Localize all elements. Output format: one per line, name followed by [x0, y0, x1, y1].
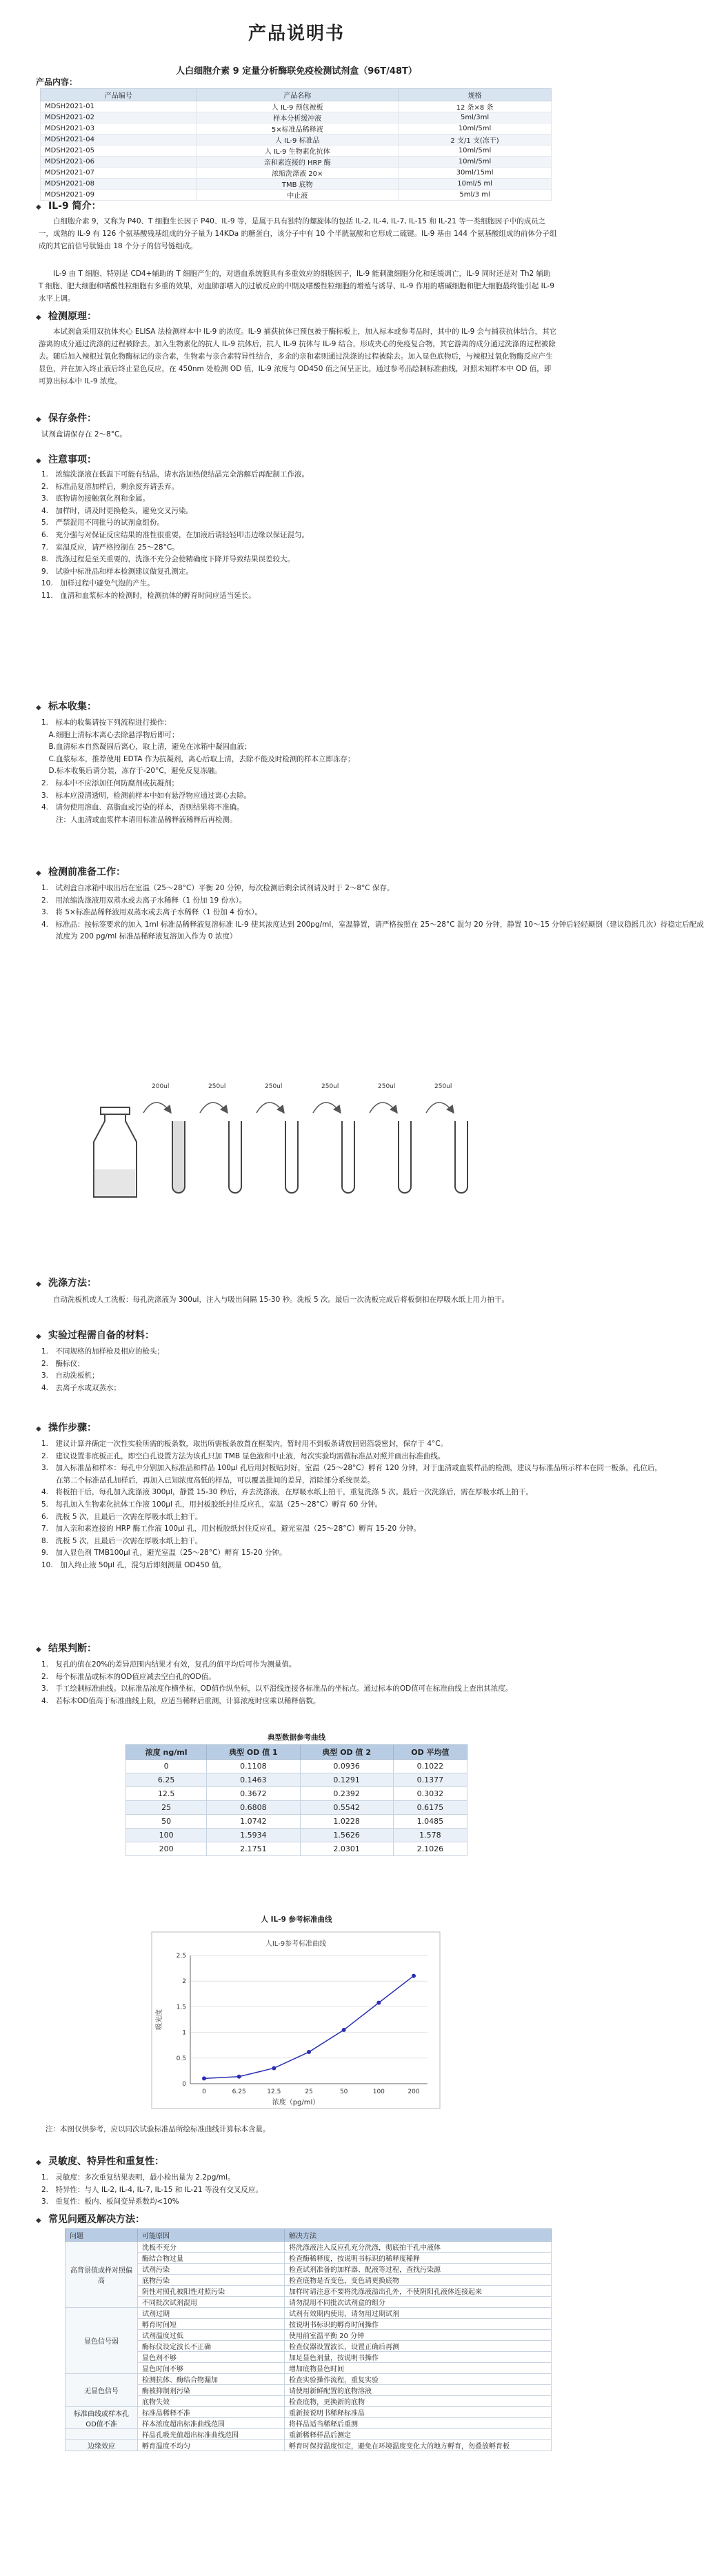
table-row	[66, 2374, 552, 2385]
table-row	[41, 168, 552, 179]
cause-cell: 底物失效	[138, 2396, 285, 2407]
x-tick-label: 200	[408, 2089, 420, 2095]
list-item: 1. 试剂盒自冰箱中取出后在室温（25～28°C）平衡 20 分钟，每次检测后剩余试剂请及时于 2～8°C 保存。	[41, 884, 394, 892]
table-row	[66, 2396, 552, 2407]
product-code-cell: MDSH2021-09	[41, 190, 197, 201]
section-intro-title: ◆ IL-9 简介：	[36, 201, 101, 212]
x-axis-label: 浓度（pg/ml）	[272, 2099, 320, 2106]
trouble-header-row	[66, 2229, 552, 2242]
product-code-cell: MDSH2021-05	[41, 145, 197, 157]
std-cell: 100	[126, 1829, 207, 1842]
list-item: 2. 建议设置非底板正孔，即空白孔设置方法为该孔只加 TMB 显色液和中止液，每次实验均需做标准品对照并画出标准曲线。	[41, 1451, 445, 1460]
section-materials-title: ◆ 实验过程需自备的材料：	[36, 1330, 154, 1341]
table-row	[66, 2363, 552, 2374]
transfer-arrow-icon	[143, 1103, 171, 1113]
std-cell: 0.2392	[300, 1787, 393, 1801]
std-cell: 0.1108	[207, 1760, 300, 1773]
std-cell: 0.1377	[393, 1773, 467, 1787]
standard-curve-chart	[150, 1931, 441, 2110]
std-cell: 0.6808	[207, 1801, 300, 1815]
list-item: 3. 底物请勿接触氧化剂和金属。	[41, 494, 150, 503]
cause-cell: 不同批次试剂混用	[138, 2297, 285, 2308]
section-principle-title: ◆ 检测原理：	[36, 311, 97, 322]
std-cell: 1.0228	[300, 1815, 393, 1829]
intro-paragraph-1: 白细胞介素 9，又称为 P40、T 细胞生长因子 P40、IL-9 等，是属于具有独特的螺旋体的包括 IL-2, IL-4, IL-7, IL-15 和 IL-21 等一类细胞因子中的成员之一，成熟的 IL-9 有 126 个氨基酸残基组成的分子量为 14KDa 的糖蛋白，该分子中有 10 个半胱氨酸和它形成二硫键。IL-9 基由 144 个氨基酸组成的前体分子组成的其它前信号肽链由 18 个分子的信号链组成。	[39, 217, 557, 250]
solution-cell: 按说明书标识的孵育时间操作	[285, 2319, 552, 2330]
y-tick-label: 1	[182, 2029, 186, 2037]
table-row	[126, 1815, 467, 1829]
x-tick-label: 100	[372, 2089, 385, 2095]
test-tube-icon	[342, 1121, 354, 1193]
troubleshooting-table	[65, 2228, 552, 2451]
table-row	[41, 157, 552, 168]
std-cell: 1.5934	[207, 1829, 300, 1842]
transfer-arrow-icon	[426, 1103, 454, 1113]
chart-subtitle: 人IL-9参考标准曲线	[265, 1940, 327, 1948]
cause-cell: 阴性对照孔被阳性对照污染	[138, 2286, 285, 2297]
std-cell: 6.25	[126, 1773, 207, 1787]
table-header: 问题	[66, 2229, 138, 2242]
test-tube-icon	[399, 1121, 411, 1193]
cause-cell: 孵育时间短	[138, 2319, 285, 2330]
section-trouble-title: ◆ 常见问题及解决方法：	[36, 2214, 145, 2225]
std-cell: 2.1751	[207, 1842, 300, 1856]
materials-list	[41, 1346, 552, 1394]
section-perf-title: ◆ 灵敏度、特异性和重复性：	[36, 2156, 164, 2167]
sample-list	[41, 717, 552, 826]
list-item: 9. 加入显色剂 TMB100μl 孔，避光室温（25～28°C）孵育 15-20 分钟。	[41, 1549, 287, 1558]
y-tick-label: 0	[182, 2081, 186, 2088]
table-row	[66, 2253, 552, 2264]
table-row	[41, 123, 552, 134]
list-item: 3. 自动洗板机；	[41, 1371, 99, 1380]
list-item: 3. 重复性：板内、板间变异系数均<10%	[41, 2197, 179, 2206]
table-row	[126, 1787, 467, 1801]
table-row	[66, 2429, 552, 2440]
table-row	[41, 101, 552, 112]
product-code-cell: MDSH2021-08	[41, 179, 197, 190]
solution-cell: 请勿混用不同批次试剂盒的组分	[285, 2297, 552, 2308]
product-code-cell: MDSH2021-04	[41, 134, 197, 145]
std-cell: 1.5626	[300, 1829, 393, 1842]
std-table-caption: 典型数据参考曲线	[268, 1733, 325, 1742]
cause-cell: 酶被抑制剂污染	[138, 2385, 285, 2396]
table-row	[66, 2275, 552, 2286]
table-row	[66, 2264, 552, 2275]
transfer-volume-label: 250ul	[208, 1083, 226, 1090]
test-tube-icon	[172, 1121, 185, 1193]
data-point	[342, 2028, 346, 2032]
std-header-row	[126, 1745, 467, 1760]
intro-paragraph-2: IL-9 由 T 细胞、特别是 CD4+辅助的 T 细胞产生的，对造血系统胞具有多重效应的细胞因子，IL-9 能刺激细胞分化和延缓凋亡，IL-9 同时还是对 Th2 辅助 T 细胞、肥大细胞和嗜酸性粒细胞有多重的效果，对血肺部嗜入的过敏反应的中期及嗜酸性粒细胞的增殖与诱导、IL-9 作用的嗜碱细胞和肥大细胞最终能引起 IL-9 水平上调。	[39, 270, 554, 303]
list-item: 3. 手工绘制标准曲线。以标准品浓度作横坐标，OD值作纵坐标，以平滑线连接各标准品的坐标点。通过标本的OD值可在标准曲线上查出其浓度。	[41, 1684, 513, 1693]
std-cell: 0	[126, 1760, 207, 1773]
list-item: 2. 标准品复溶加样后，剩余废弃请丢弃。	[41, 482, 179, 491]
list-item: 1. 复孔的值在20%的差异范围内结果才有效，复孔的值平均后可作为测量值。	[41, 1660, 296, 1669]
dilution-flow-diagram	[91, 1073, 505, 1204]
table-row	[126, 1801, 467, 1815]
data-point	[376, 2001, 381, 2005]
product-spec-cell: 5ml/3ml	[399, 112, 552, 123]
cause-cell: 检测抗体、酶结合物漏加	[138, 2374, 285, 2385]
transfer-arrow-icon	[257, 1103, 284, 1113]
table-header: 解决方法	[285, 2229, 552, 2242]
table-row	[66, 2242, 552, 2253]
table-row	[66, 2440, 552, 2451]
std-cell: 0.1463	[207, 1773, 300, 1787]
std-cell: 1.578	[393, 1829, 467, 1842]
list-item: 1. 标本的收集请按下列流程进行操作：	[41, 718, 172, 727]
product-name-cell: 亲和素连接的 HRP 酶	[197, 157, 399, 168]
table-header: OD 平均值	[393, 1745, 467, 1760]
perf-list	[41, 2172, 552, 2208]
solution-cell: 检查酶稀释度，按说明书标识的稀释度稀释	[285, 2253, 552, 2264]
data-point	[272, 2066, 276, 2070]
solution-cell: 检查试剂准备的加样器、配液等过程，查找污染源	[285, 2264, 552, 2275]
product-code-cell: MDSH2021-03	[41, 123, 197, 134]
table-header: 产品编号	[41, 89, 197, 101]
section-notes-title: ◆ 注意事项：	[36, 454, 97, 465]
section-wash-title: ◆ 洗涤方法：	[36, 1278, 97, 1289]
table-row	[66, 2319, 552, 2330]
transfer-volume-label: 250ul	[378, 1083, 396, 1090]
chart-note: 注：本图仅供参考，应以同次试验标准品所绘标准曲线计算标本含量。	[46, 2125, 270, 2133]
table-row	[66, 2308, 552, 2319]
standard-data-table	[125, 1744, 467, 1856]
list-item: 3. 加入标准品和样本：每孔中分别加入标准品和样品 100μl 孔后用封板贴封好，室温（25～28°C）孵育 120 分钟，对于血清或血浆样品的检测，建议与标准品所示样本在同一板条，孔位后，	[41, 1464, 662, 1473]
test-tube-icon	[229, 1121, 241, 1193]
section-steps-title: ◆ 操作步骤：	[36, 1422, 97, 1433]
product-name-cell: 中止液	[197, 190, 399, 201]
results-list	[41, 1659, 552, 1707]
list-item: 4. 加样时，请及时更换枪头，避免交叉污染。	[41, 506, 194, 515]
list-item: 4. 请勿使用溶血、高脂血或污染的样本，否则结果将不准确。	[41, 803, 244, 812]
table-row	[66, 2418, 552, 2429]
std-cell: 0.3032	[393, 1787, 467, 1801]
product-name-cell: 人 IL-9 预包被板	[197, 101, 399, 112]
solution-cell: 检查底物，更换新的底物	[285, 2396, 552, 2407]
cause-cell: 试剂温度过低	[138, 2330, 285, 2341]
cause-cell: 酶结合物过量	[138, 2253, 285, 2264]
product-spec-cell: 10ml/5ml	[399, 123, 552, 134]
cause-cell: 孵育温度不均匀	[138, 2440, 285, 2451]
list-item: 5. 严禁混用不同批号的试剂盒组份。	[41, 519, 165, 527]
product-spec-cell: 5ml/3 ml	[399, 190, 552, 201]
std-cell: 12.5	[126, 1787, 207, 1801]
table-row	[41, 112, 552, 123]
list-item: 5. 每孔加入生物素化抗体工作液 100μl 孔，用封板胶纸封住反应孔，室温（25～28°C）孵育 60 分钟。	[41, 1500, 383, 1509]
list-item: 7. 室温反应，请严格控制在 25～28°C。	[41, 543, 179, 552]
data-point	[202, 2076, 206, 2080]
list-item: 2. 用浓缩洗涤液用双蒸水或去离子水稀释（1 份加 19 份水）。	[41, 896, 247, 905]
y-tick-label: 2.5	[176, 1953, 186, 1960]
list-item: 8. 洗板 5 次，且最后一次需在厚吸水纸上拍干。	[41, 1536, 203, 1545]
table-header: 典型 OD 值 1	[207, 1745, 300, 1760]
list-item: D.标本收集后请分装，冻存于-20°C，避免反复冻融。	[41, 767, 222, 776]
cause-cell: 试剂过期	[138, 2308, 285, 2319]
solution-cell: 使用前室温平衡 20 分钟	[285, 2330, 552, 2341]
product-spec-cell: 30ml/15ml	[399, 168, 552, 179]
solution-cell: 检查仪器设置波长，设置正确后再测	[285, 2341, 552, 2352]
list-item: A.细胞上清标本离心去除悬浮物后即可；	[41, 730, 179, 739]
y-tick-label: 1.5	[176, 2004, 186, 2011]
problem-category-cell: 标准曲线或样本孔OD值不准	[66, 2407, 138, 2429]
problem-category-cell: 边缘效应	[66, 2440, 138, 2451]
table-row	[41, 190, 552, 201]
table-row	[41, 179, 552, 190]
table-row	[41, 134, 552, 145]
list-item: 4. 将板拍干后，每孔加入洗涤液 300μl，静置 15-30 秒后，弃去洗涤液，在厚吸水纸上拍干，重复洗涤 5 次。最后一次洗涤后，需在厚吸水纸上拍干。	[41, 1488, 534, 1497]
solution-cell: 试剂有效期内使用，请勿用过期试剂	[285, 2308, 552, 2319]
chart-title: 人 IL-9 参考标准曲线	[261, 1915, 332, 1924]
x-tick-label: 25	[305, 2089, 313, 2095]
table-row	[66, 2407, 552, 2418]
product-name-cell: 样本分析缓冲液	[197, 112, 399, 123]
list-item: 1. 灵敏度：多次重复结果表明，最小检出量为 2.2pg/ml。	[41, 2173, 235, 2182]
x-tick-label: 0	[202, 2089, 206, 2095]
transfer-arrow-icon	[370, 1103, 397, 1113]
list-item: 2. 标本中不应添加任何防腐剂或抗凝剂；	[41, 778, 179, 787]
problem-category-cell: 显色信号弱	[66, 2308, 138, 2374]
solution-cell: 重新按说明书稀释标准品	[285, 2407, 552, 2418]
transfer-volume-label: 200ul	[152, 1083, 170, 1090]
product-spec-cell: 10ml/5 ml	[399, 179, 552, 190]
product-code-cell: MDSH2021-06	[41, 157, 197, 168]
table-header: 浓度 ng/ml	[126, 1745, 207, 1760]
cause-cell: 标准品稀释不准	[138, 2407, 285, 2418]
y-tick-label: 2	[182, 1978, 186, 1986]
table-row	[66, 2297, 552, 2308]
document-title: 产品说明书	[248, 23, 345, 44]
x-tick-label: 6.25	[232, 2089, 246, 2095]
table-header: 规格	[399, 89, 552, 101]
list-item: 1. 建议计算并确定一次性实验所需的板条数，取出所需板条放置在框架内，暂时用不到板条请放回铝箔袋密封，保存于 4°C。	[41, 1440, 448, 1448]
list-item: 6. 洗板 5 次，且最后一次需在厚吸水纸上拍干。	[41, 1512, 203, 1521]
solution-cell: 检查底物是否变色，变色请更换底物	[285, 2275, 552, 2286]
list-item: 3. 将 5×标准品稀释液用双蒸水或去离子水稀释（1 份加 4 份水）。	[41, 908, 262, 917]
cause-cell: 样品孔吸光值超出标准曲线范围	[138, 2429, 285, 2440]
product-name-cell: 人 IL-9 标准品	[197, 134, 399, 145]
cause-cell: 底物污染	[138, 2275, 285, 2286]
section-storage-title: ◆ 保存条件：	[36, 413, 97, 424]
test-tube-icon	[285, 1121, 298, 1193]
table-header: 可能原因	[138, 2229, 285, 2242]
solution-cell: 孵育时保持温度恒定，避免在环境温度变化大的地方孵育，勿叠放孵育板	[285, 2440, 552, 2451]
table-row	[66, 2341, 552, 2352]
std-cell: 2.0301	[300, 1842, 393, 1856]
product-spec-cell: 12 条×8 条	[399, 101, 552, 112]
cause-cell: 酶标仪设定波长不正确	[138, 2341, 285, 2352]
list-item: 1. 不同规格的加样枪及相应的枪头；	[41, 1347, 165, 1356]
list-item: 10. 加入终止液 50μl 孔，混匀后即刻测量 OD450 值。	[41, 1560, 226, 1569]
list-item: 2. 特异性：与人 IL-2, IL-4, IL-7, IL-15 和 IL-21 等没有交叉反应。	[41, 2185, 263, 2194]
list-item: B.血清标本自然凝固后离心，取上清，避免在冰箱中凝固血液；	[41, 743, 252, 752]
list-item: 4. 标准品：按标签要求的加入 1ml 标准品稀释液复溶标准 IL-9 使其浓度达到 200pg/ml，室温静置，请严格按照在 25～28°C 混匀 20 分钟，静置 10～15 分钟后轻轻颠倒（建议稳摇几次）待稳定后配成	[41, 920, 704, 929]
section-sample-title: ◆ 标本收集：	[36, 701, 97, 712]
problem-category-cell: 无显色信号	[66, 2374, 138, 2407]
transfer-arrow-icon	[200, 1103, 228, 1113]
list-item: 7. 加入亲和素连接的 HRP 酶工作液 100μl 孔，用封板胶纸封住反应孔，避光室温（25～28°C）孵育 15-20 分钟。	[41, 1525, 421, 1533]
problem-category-cell: 高背景值或样对照偏高	[66, 2242, 138, 2308]
solution-cell: 重新稀释样品后测定	[285, 2429, 552, 2440]
table-row	[66, 2385, 552, 2396]
x-tick-label: 12.5	[267, 2089, 281, 2095]
document-subtitle: 人白细胞介素 9 定量分析酶联免疫检测试剂盒（96T/48T）	[176, 66, 417, 77]
std-cell: 0.3672	[207, 1787, 300, 1801]
list-item: 注：人血清或血浆样本请用标准品稀释液稀释后再检测。	[41, 815, 237, 824]
transfer-arrow-icon	[313, 1103, 341, 1113]
transfer-volume-label: 250ul	[321, 1083, 339, 1090]
product-name-cell: 5×标准品稀释液	[197, 123, 399, 134]
list-item: 1. 浓缩洗涤液在低温下可能有结晶，请水浴加热使结晶完全溶解后再配制工作液。	[41, 470, 310, 479]
prep-list	[41, 883, 704, 943]
y-tick-label: 0.5	[176, 2055, 186, 2062]
std-cell: 1.0742	[207, 1815, 300, 1829]
product-spec-cell: 2 支/1 支(冻干)	[399, 134, 552, 145]
list-item: 6. 充分强与对保证反应结果的准性很重要，在加液后请轻轻叩击边缘以保证混匀。	[41, 530, 310, 539]
table-row	[66, 2286, 552, 2297]
list-item: 4. 去离子水或双蒸水；	[41, 1383, 121, 1392]
table-row	[126, 1842, 467, 1856]
table-header: 典型 OD 值 2	[300, 1745, 393, 1760]
solution-cell: 将样品适当稀释后重测	[285, 2418, 552, 2429]
wash-paragraph: 自动洗板机或人工洗板：每孔洗涤液为 300ul，注入与吸出间隔 15-30 秒。洗板 5 次。最后一次洗板完成后将板倒扣在厚吸水纸上用力拍干。	[53, 1296, 509, 1304]
solution-cell: 加样时请注意不要将洗涤液溢出孔外，不使阴阳孔液体连接起来	[285, 2286, 552, 2297]
table-row	[126, 1829, 467, 1842]
std-cell: 200	[126, 1842, 207, 1856]
product-name-cell: TMB 底物	[197, 179, 399, 190]
chart-frame	[152, 1932, 440, 2109]
list-item: 4. 若标本OD值高于标准曲线上限，应适当稀释后重测，计算浓度时应乘以稀释倍数。	[41, 1696, 321, 1705]
table-row	[126, 1760, 467, 1773]
table-row	[66, 2330, 552, 2341]
list-item: 浓度为 200 pg/ml 标准品稀释液复溶加入作为 0 浓度）	[41, 932, 237, 941]
list-item: 3. 标本应澄清透明，检测前样本中如有悬浮物应通过离心去除。	[41, 791, 252, 800]
list-item: 2. 酶标仪；	[41, 1359, 85, 1368]
product-spec-cell: 10ml/5ml	[399, 145, 552, 157]
list-item: 11. 血清和血浆标本的检测时，检测抗体的孵育时间应适当延长。	[41, 591, 256, 600]
cause-cell: 洗板不充分	[138, 2242, 285, 2253]
product-name-cell: 人 IL-9 生物素化抗体	[197, 145, 399, 157]
std-cell: 0.1291	[300, 1773, 393, 1787]
components-header-row	[41, 89, 552, 101]
product-code-cell: MDSH2021-01	[41, 101, 197, 112]
section-prep-title: ◆ 检测前准备工作：	[36, 867, 125, 878]
principle-paragraph: 本试剂盒采用双抗体夹心 ELISA 法检测样本中 IL-9 的浓度。IL-9 捕获抗体已预包被于酶标板上，加入标本或参考品时，其中的 IL-9 会与捕获抗体结合，其它游离的成分通过洗涤的过程被除去。加入生物素化的抗人 IL-9 抗体后，抗人 IL-9 抗体与 IL-9 结合，形成夹心的免疫复合物，其它游离的成分通过洗涤的过程被除去。随后加入辣根过氧化物酶标记的亲合素，生物素与亲合素特异性结合，多余的亲和素则通过洗涤的过程被除去。加入显色底物后，与辣根过氧化物酶反应产生显色，并在加入终止液后终止显色反应，在 450nm 处检测 OD 值，IL-9 浓度与 OD450 值之间呈正比，通过参考品绘制标准曲线，对照未知样本中 OD 值，即可算出标本中 IL-9 浓度。	[39, 328, 557, 385]
solution-cell: 将洗涤液注入反应孔充分洗涤，彻底拍干孔中液体	[285, 2242, 552, 2253]
list-item: 在第二个标准品孔加样后，再加入已知浓度高低的样品，可以覆盖批间的差异，消除部分系统误差。	[41, 1476, 374, 1485]
transfer-volume-label: 250ul	[265, 1083, 283, 1090]
data-point	[307, 2050, 311, 2054]
table-row	[66, 2352, 552, 2363]
product-spec-cell: 10ml/5ml	[399, 157, 552, 168]
std-cell: 0.1022	[393, 1760, 467, 1773]
table-row	[126, 1773, 467, 1787]
list-item: C.血浆标本，推荐使用 EDTA 作为抗凝剂，离心后取上清，去除不能及时检测的样本立即冻存；	[41, 754, 355, 763]
std-cell: 25	[126, 1801, 207, 1815]
list-item: 2. 每个标准品或标本的OD值应减去空白孔的OD值。	[41, 1672, 216, 1681]
std-cell: 0.0936	[300, 1760, 393, 1773]
data-point	[237, 2075, 241, 2079]
y-axis-label: 吸光度	[156, 2009, 163, 2030]
notes-list	[41, 469, 552, 603]
section-results-title: ◆ 结果判断：	[36, 1643, 97, 1654]
cause-cell: 显色剂不够	[138, 2352, 285, 2363]
cause-cell: 显色时间不够	[138, 2363, 285, 2374]
test-tube-icon	[455, 1121, 467, 1193]
std-cell: 50	[126, 1815, 207, 1829]
cause-cell: 样本浓度超出标准曲线范围	[138, 2418, 285, 2429]
product-code-cell: MDSH2021-07	[41, 168, 197, 179]
std-cell: 2.1026	[393, 1842, 467, 1856]
list-item: 8. 洗涤过程是至关重要的，洗涤不充分会使精确度下降并导致结果误差较大。	[41, 555, 295, 564]
table-header: 产品名称	[197, 89, 399, 101]
steps-list	[41, 1438, 662, 1572]
std-cell: 1.0485	[393, 1815, 467, 1829]
product-code-cell: MDSH2021-02	[41, 112, 197, 123]
list-item: 10. 加样过程中避免气泡的产生。	[41, 579, 154, 588]
problem-category-cell	[66, 2429, 138, 2440]
transfer-volume-label: 250ul	[434, 1083, 452, 1090]
data-point	[412, 1974, 416, 1978]
solution-cell: 请使用新鲜配置的底物溶液	[285, 2385, 552, 2396]
solution-cell: 加足显色剂量，按说明书操作	[285, 2352, 552, 2363]
std-cell: 0.5542	[300, 1801, 393, 1815]
list-item: 9. 试验中标准品和样本检测建议做复孔测定。	[41, 567, 194, 576]
x-tick-label: 50	[339, 2089, 348, 2095]
components-label: 产品内容：	[36, 77, 78, 87]
std-cell: 0.6175	[393, 1801, 467, 1815]
cause-cell: 试剂污染	[138, 2264, 285, 2275]
product-name-cell: 浓缩洗涤液 20×	[197, 168, 399, 179]
components-table	[40, 88, 552, 201]
storage-text: 试剂盒请保存在 2～8°C。	[41, 430, 127, 439]
table-row	[41, 145, 552, 157]
solution-cell: 增加底物显色时间	[285, 2363, 552, 2374]
solution-cell: 检查实验操作流程，重复实验	[285, 2374, 552, 2385]
